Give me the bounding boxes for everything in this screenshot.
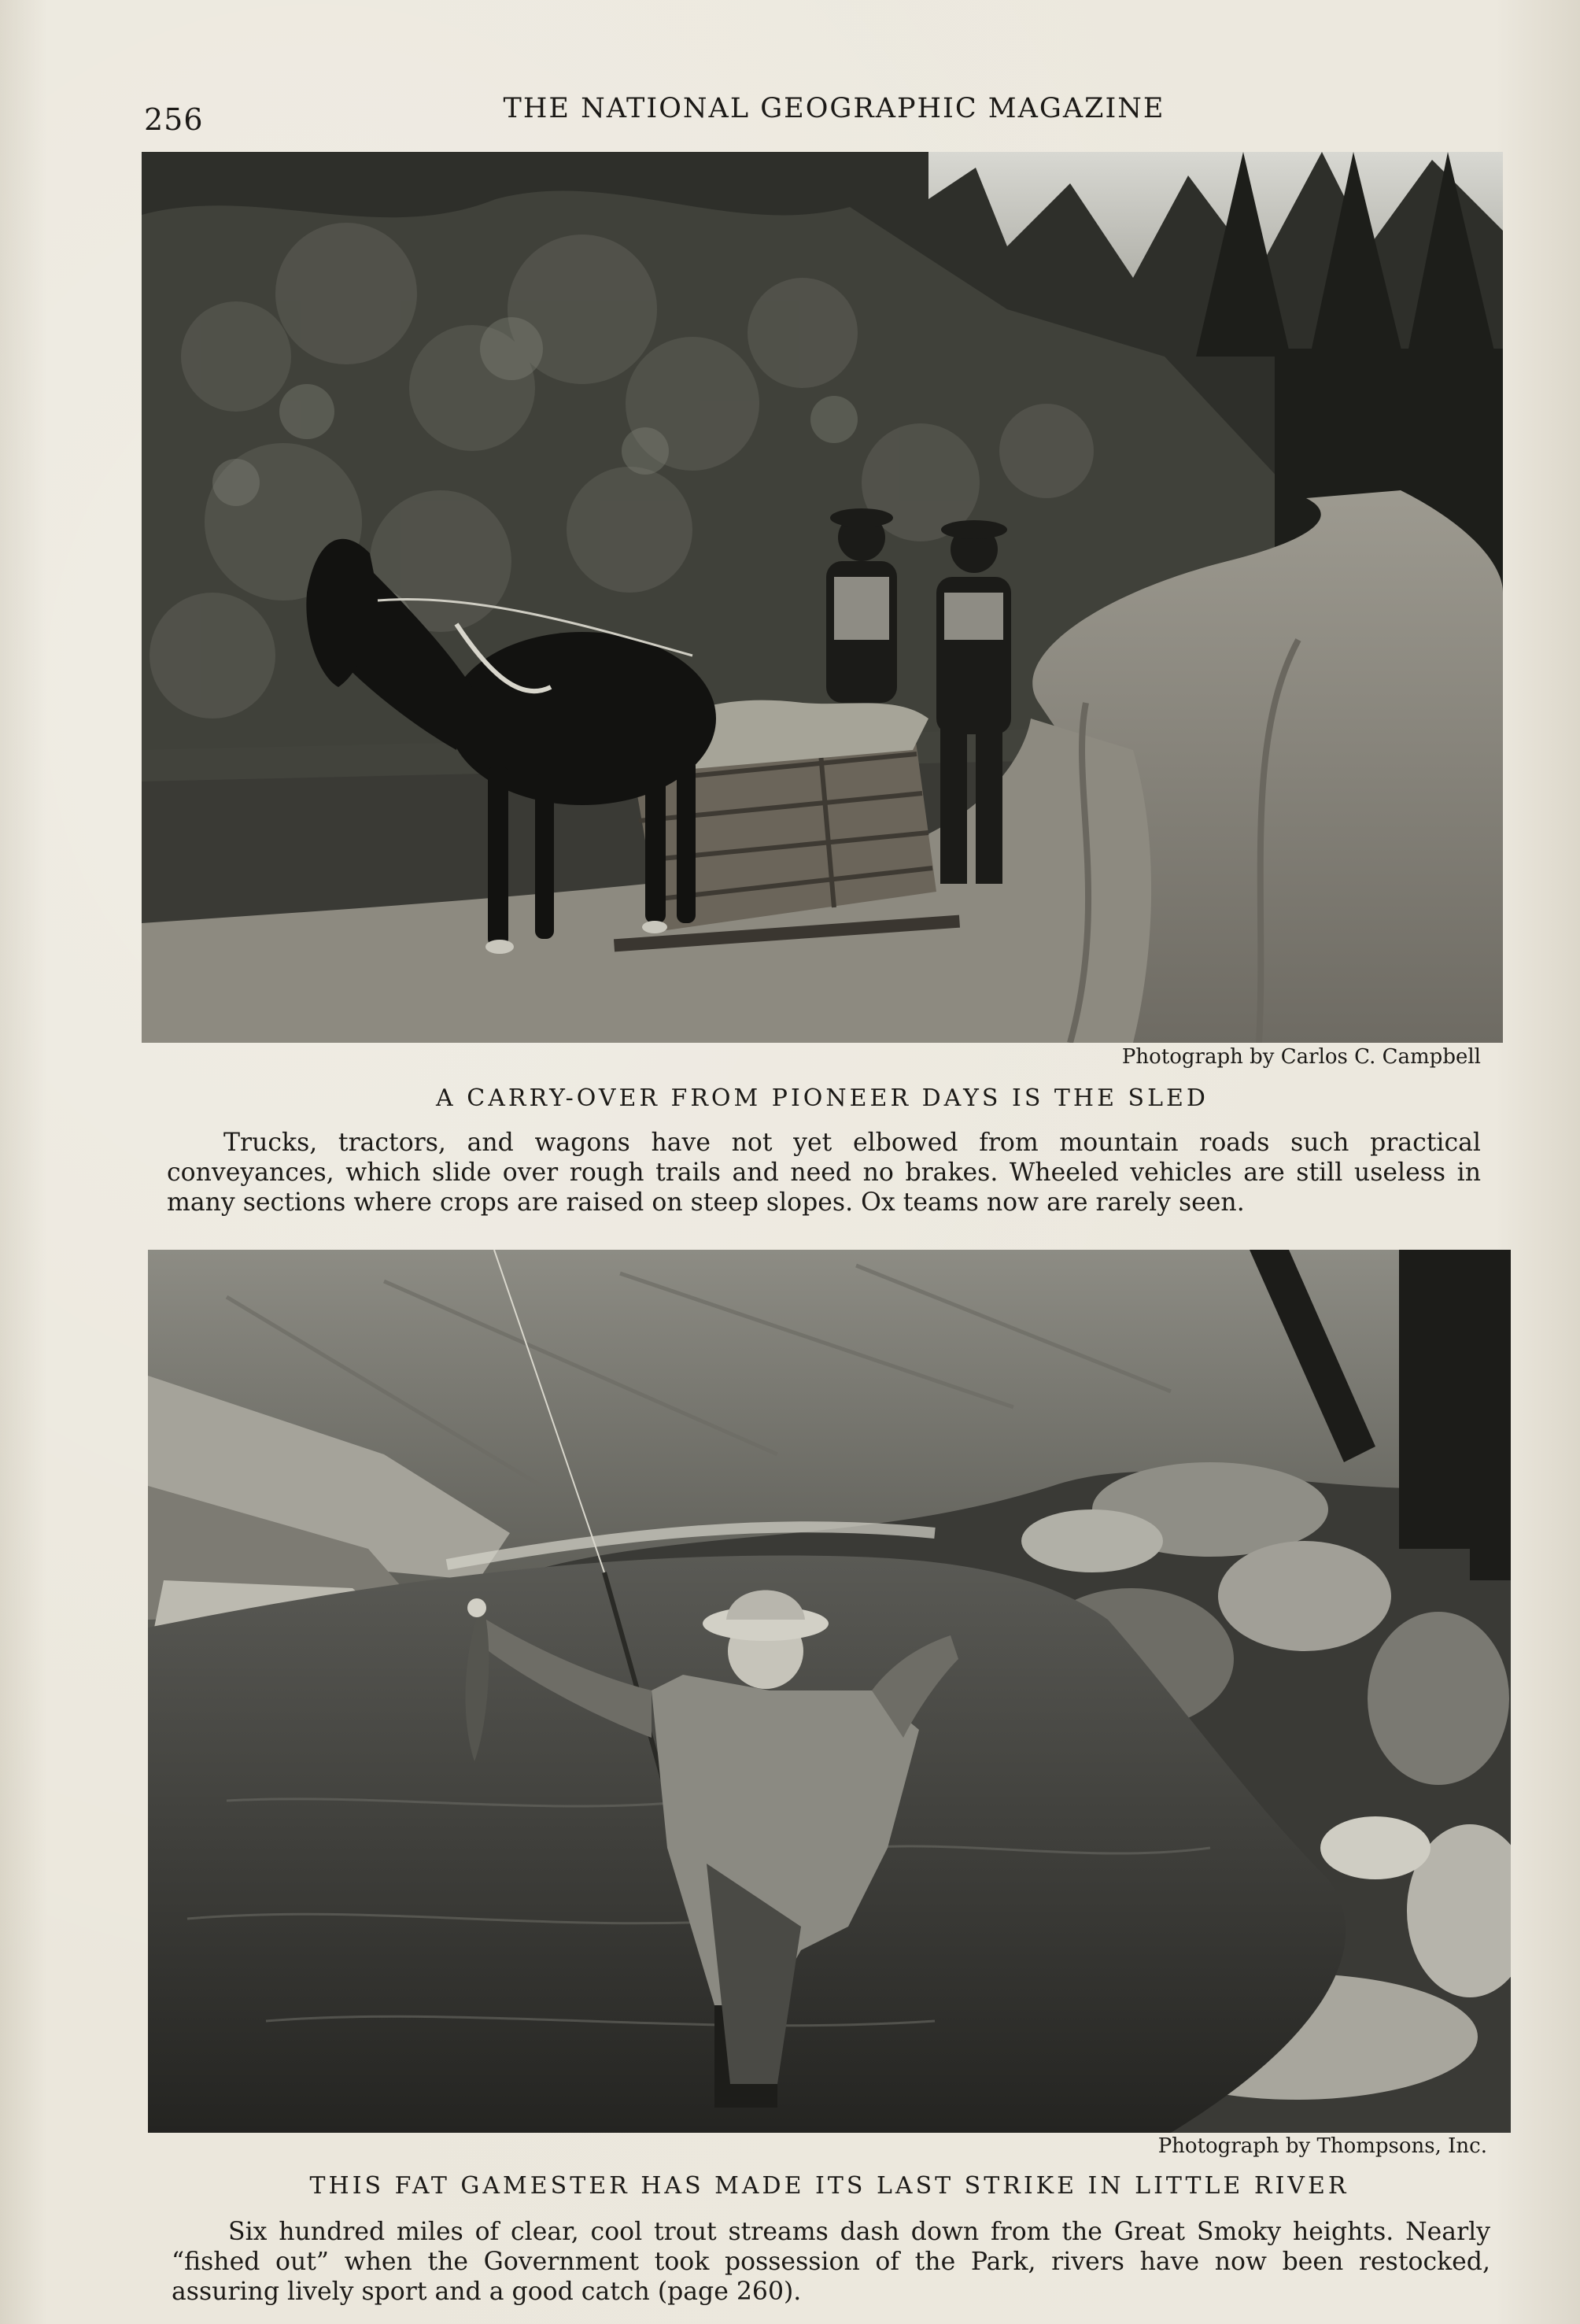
- horse-sled-illustration: [142, 152, 1503, 1043]
- caption-body-top: Trucks, tractors, and wagons have not yet elbowed from mountain roads such practical conveyances, which slide over rough trails and need no brakes. Wheeled vehicles are still useless in many sections where crops are raised on steep slopes. Ox teams now are rarely seen.: [167, 1129, 1481, 1217]
- photo-angler-stream: [148, 1250, 1511, 2133]
- photo-credit-top: Photograph by Carlos C. Campbell: [1121, 1045, 1481, 1069]
- page-number: 256: [144, 102, 204, 137]
- caption-body-bottom: Six hundred miles of clear, cool trout streams dash down from the Great Smoky heights. Nearly “fished out” when the Government took possession of the Park, rivers have now been restocked, assuring lively sport and a good catch (page 260).: [172, 2218, 1490, 2306]
- running-title: THE NATIONAL GEOGRAPHIC MAGAZINE: [503, 93, 1165, 124]
- caption-title-top: A CARRY-OVER FROM PIONEER DAYS IS THE SLED: [436, 1084, 1209, 1112]
- caption-title-bottom: THIS FAT GAMESTER HAS MADE ITS LAST STRIKE IN LITTLE RIVER: [309, 2172, 1349, 2200]
- angler-stream-illustration: [148, 1250, 1511, 2133]
- photo-credit-bottom: Photograph by Thompsons, Inc.: [1157, 2134, 1487, 2158]
- photo-horse-sled: [142, 152, 1503, 1043]
